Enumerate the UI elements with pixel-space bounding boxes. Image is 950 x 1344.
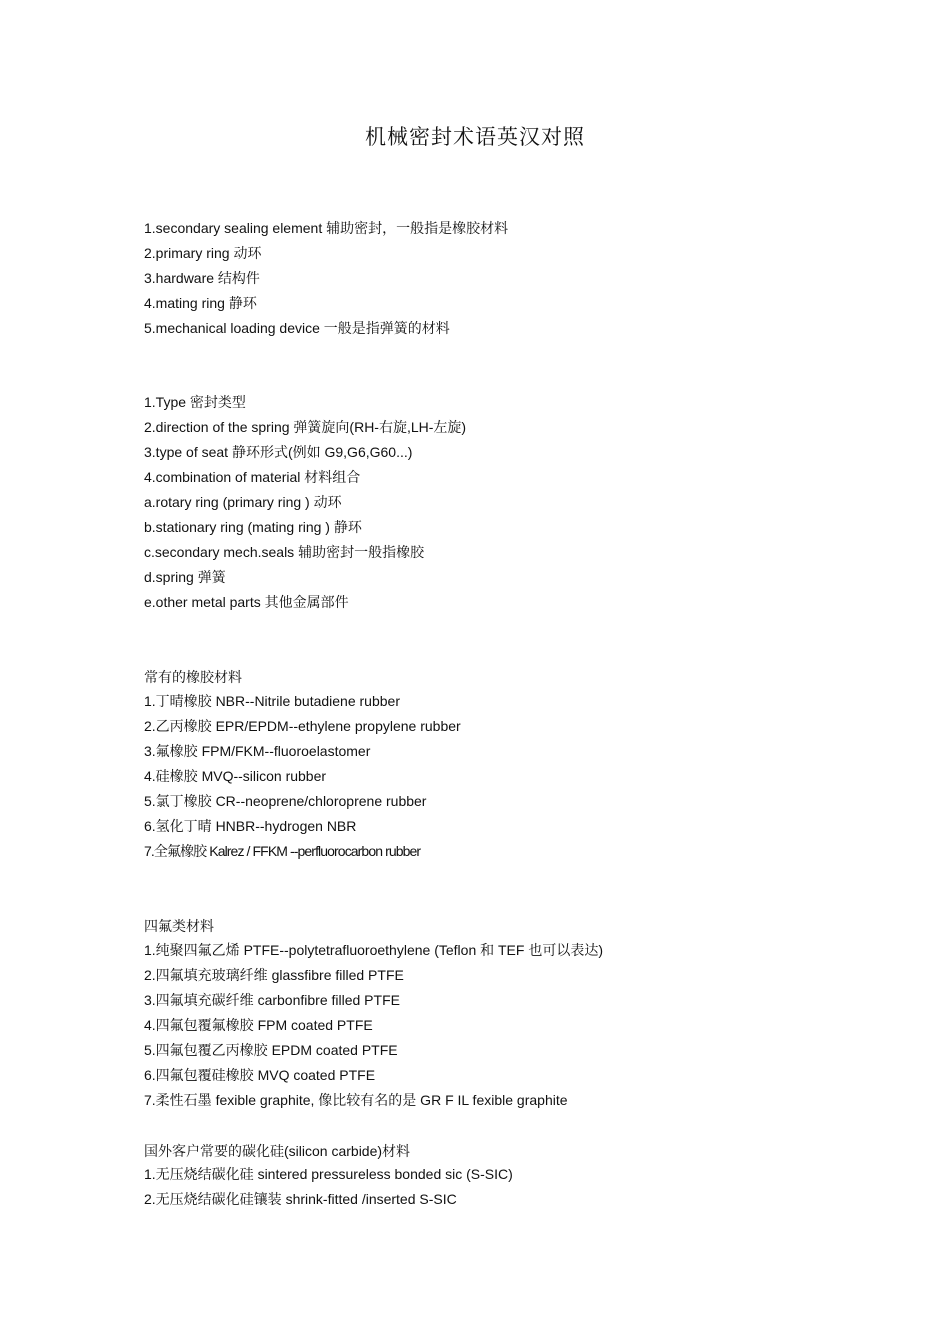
list-item: e.other metal parts 其他金属部件 xyxy=(144,594,349,610)
list-item: 7.柔性石墨 fexible graphite, 像比较有名的是 GR F IL fexible graphite xyxy=(144,1092,568,1108)
list-item: 6.氢化丁晴 HNBR--hydrogen NBR xyxy=(144,818,357,834)
list-item: 2.无压烧结碳化硅镶装 shrink-fitted /inserted S-SIC xyxy=(144,1191,457,1207)
list-item: 6.四氟包覆硅橡胶 MVQ coated PTFE xyxy=(144,1067,376,1083)
list-item: 4.mating ring 静环 xyxy=(144,295,257,311)
list-item: 2.四氟填充玻璃纤维 glassfibre filled PTFE xyxy=(144,967,404,983)
section-heading: 四氟类材料 xyxy=(144,918,214,934)
list-item: d.spring 弹簧 xyxy=(144,569,226,585)
section-heading: 国外客户常要的碳化硅(silicon carbide)材料 xyxy=(144,1143,411,1159)
list-item: 1.secondary sealing element 辅助密封，一般指是橡胶材料 xyxy=(144,220,509,236)
list-item: 1.Type 密封类型 xyxy=(144,394,246,410)
list-item: 2.乙丙橡胶 EPR/EPDM--ethylene propylene rubber xyxy=(144,718,461,734)
list-item: b.stationary ring (mating ring ) 静环 xyxy=(144,519,362,535)
list-item: 5.mechanical loading device 一般是指弹簧的材料 xyxy=(144,320,450,336)
list-item: 2.primary ring 动环 xyxy=(144,245,262,261)
list-item: c.secondary mech.seals 辅助密封一般指橡胶 xyxy=(144,544,425,560)
list-item: 1.丁晴橡胶 NBR--Nitrile butadiene rubber xyxy=(144,693,400,709)
list-item: 4.硅橡胶 MVQ--silicon rubber xyxy=(144,768,327,784)
list-item: 3.氟橡胶 FPM/FKM--fluoroelastomer xyxy=(144,743,371,759)
list-item: 1.纯聚四氟乙烯 PTFE--polytetrafluoroethylene (Teflon 和 TEF 也可以表达) xyxy=(144,942,603,958)
section-heading: 常有的橡胶材料 xyxy=(144,669,242,685)
list-item: 5.四氟包覆乙丙橡胶 EPDM coated PTFE xyxy=(144,1042,398,1058)
list-item: 3.hardware 结构件 xyxy=(144,270,260,286)
list-item: 3.四氟填充碳纤维 carbonfibre filled PTFE xyxy=(144,992,400,1008)
list-item: 4.四氟包覆氟橡胶 FPM coated PTFE xyxy=(144,1017,373,1033)
list-item: 4.combination of material 材料组合 xyxy=(144,469,361,485)
list-item: a.rotary ring (primary ring ) 动环 xyxy=(144,494,342,510)
list-item: 2.direction of the spring 弹簧旋向(RH-右旋,LH-左旋) xyxy=(144,419,467,435)
list-item: 5.氯丁橡胶 CR--neoprene/chloroprene rubber xyxy=(144,793,427,809)
list-item: 7.全氟橡胶 Kalrez / FFKM --perfluorocarbon rubber xyxy=(144,843,421,859)
list-item: 1.无压烧结碳化硅 sintered pressureless bonded sic (S-SIC) xyxy=(144,1166,513,1182)
document-title: 机械密封术语英汉对照 xyxy=(365,125,585,149)
list-item: 3.type of seat 静环形式(例如 G9,G6,G60...) xyxy=(144,444,413,460)
